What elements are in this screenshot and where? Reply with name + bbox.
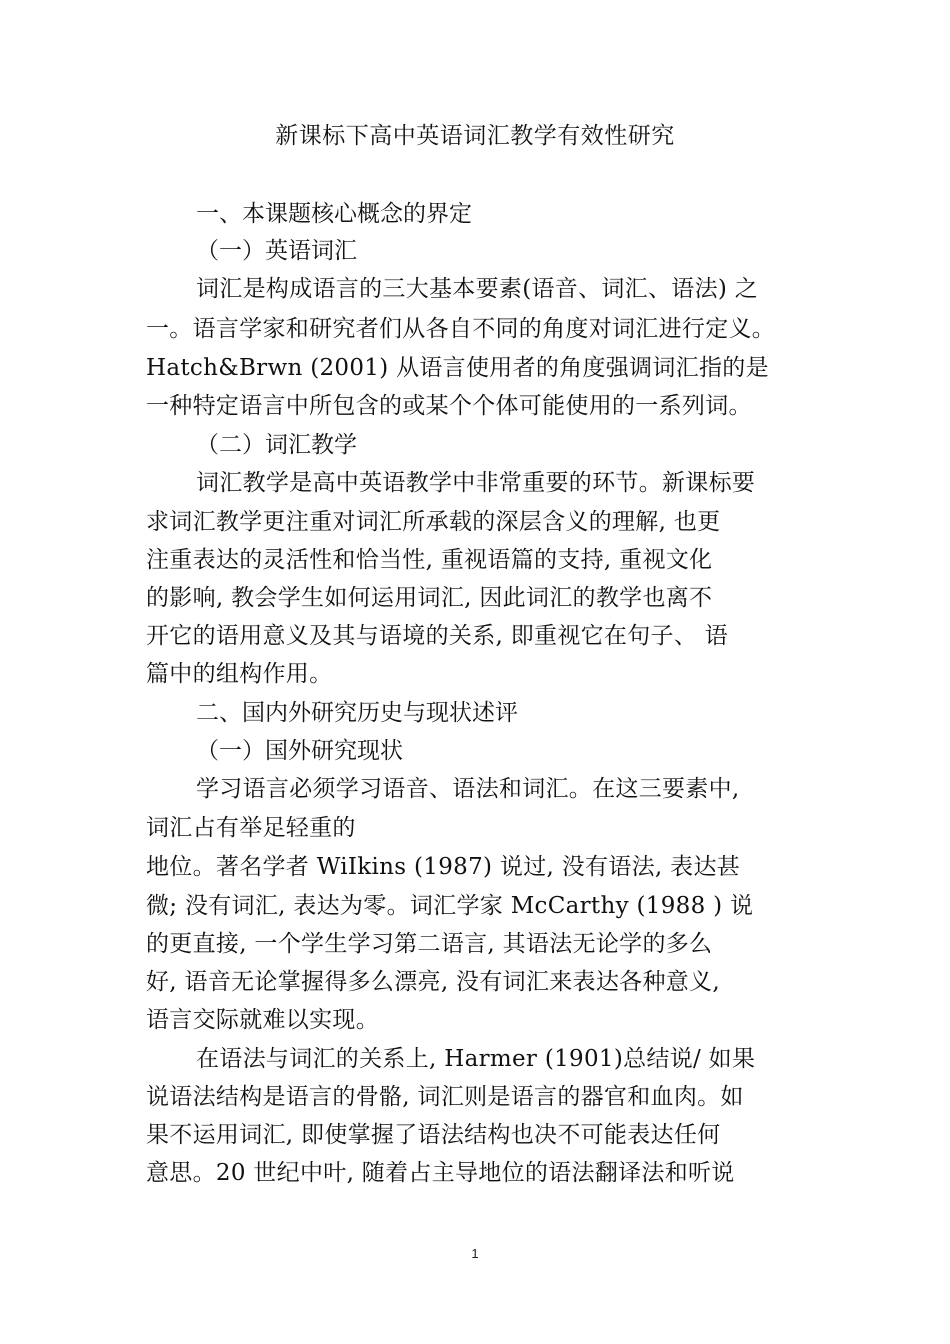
paragraph-line: 注重表达的灵活性和恰当性, 重视语篇的支持, 重视文化	[146, 547, 713, 573]
paragraph-line: 微; 没有词汇, 表达为零。词汇学家 McCarthy (1988 ) 说	[146, 893, 754, 919]
paragraph-line: 篇中的组构作用。	[146, 661, 333, 687]
subsection-heading: （一）英语词汇	[196, 238, 357, 264]
paragraph-line: 的更直接, 一个学生学习第二语言, 其语法无论学的多么	[146, 931, 713, 957]
paragraph-line: 语言交际就难以实现。	[146, 1007, 379, 1033]
subsection-heading: （二）词汇教学	[196, 432, 357, 458]
paragraph-line: 果不运用词汇, 即使掌握了语法结构也决不可能表达任何	[146, 1122, 721, 1148]
paragraph-line: 学习语言必须学习语音、语法和词汇。在这三要素中,	[196, 776, 740, 802]
paragraph-line: 好, 语音无论掌握得多么漂亮, 没有词汇来表达各种意义,	[146, 969, 720, 995]
paragraph-line: 求词汇教学更注重对词汇所承载的深层含义的理解, 也更	[146, 509, 721, 535]
paragraph-line: 词汇占有举足轻重的	[146, 815, 356, 841]
paragraph-line: 说语法结构是语言的骨骼, 词汇则是语言的器官和血肉。如	[146, 1084, 744, 1110]
paragraph-line: Hatch&Brwn (2001) 从语言使用者的角度强调词汇指的是	[146, 355, 769, 381]
document-title: 新课标下高中英语词汇教学有效性研究	[275, 123, 675, 149]
paragraph-line: 词汇教学是高中英语教学中非常重要的环节。新课标要	[196, 470, 756, 496]
paragraph-line: 一种特定语言中所包含的或某个个体可能使用的一系列词。	[146, 393, 752, 419]
section-heading: 一、本课题核心概念的界定	[196, 201, 472, 227]
paragraph-line: 词汇是构成语言的三大基本要素(语音、词汇、语法) 之	[196, 276, 759, 302]
paragraph-line: 一。语言学家和研究者们从各自不同的角度对词汇进行定义。	[146, 316, 776, 342]
paragraph-line: 开它的语用意义及其与语境的关系, 即重视它在句子、 语	[146, 623, 729, 649]
page-number: 1	[471, 1246, 479, 1261]
paragraph-line: 意思。20 世纪中叶, 随着占主导地位的语法翻译法和听说	[146, 1160, 735, 1186]
section-heading: 二、国内外研究历史与现状述评	[196, 700, 518, 726]
paragraph-line: 在语法与词汇的关系上, Harmer (1901)总结说/ 如果	[196, 1046, 756, 1072]
paragraph-line: 的影响, 教会学生如何运用词汇, 因此词汇的教学也离不	[146, 585, 713, 611]
subsection-heading: （一）国外研究现状	[196, 738, 403, 764]
paragraph-line: 地位。著名学者 WiIkins (1987) 说过, 没有语法, 表达甚	[146, 854, 741, 880]
